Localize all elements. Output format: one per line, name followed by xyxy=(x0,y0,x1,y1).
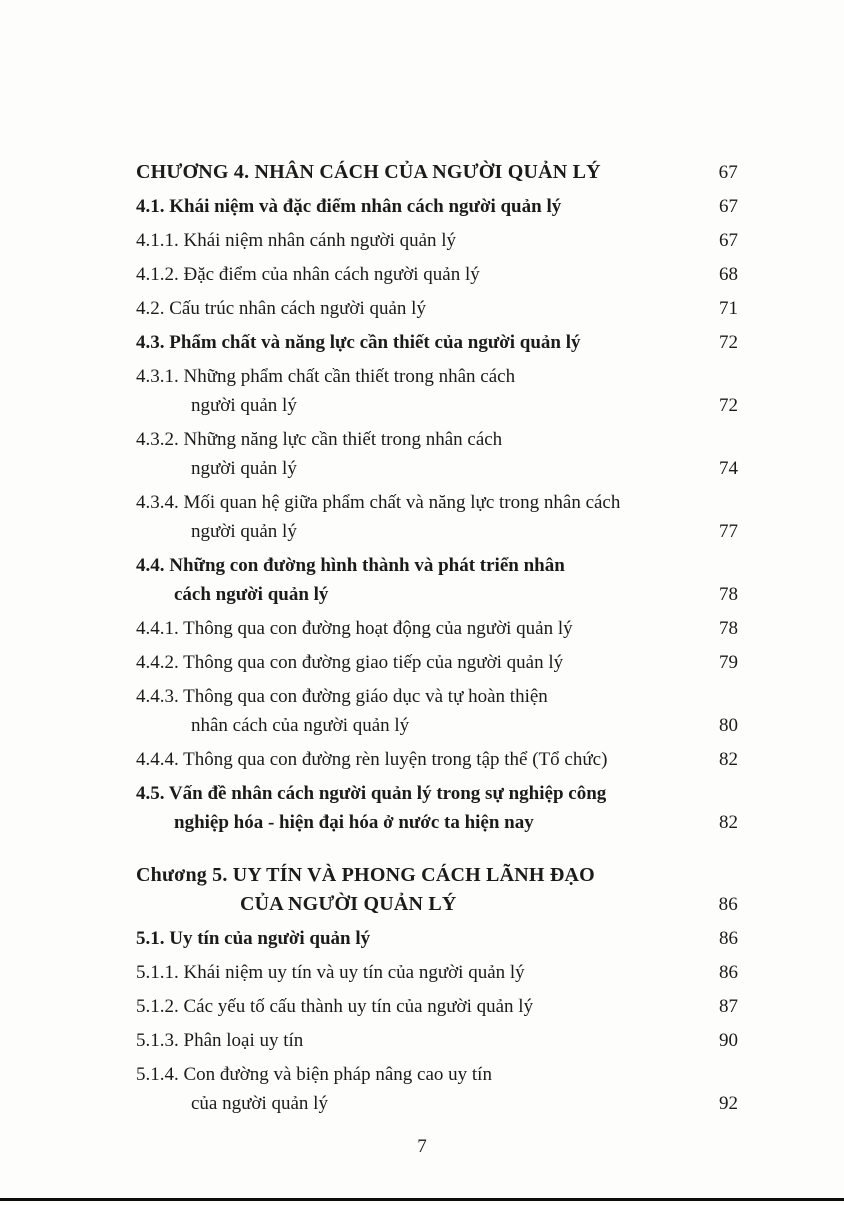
toc-entry xyxy=(136,1060,738,1118)
toc-entry-title xyxy=(136,779,690,837)
toc-entry xyxy=(136,779,738,837)
toc-entry-page-number: 86 xyxy=(719,928,738,949)
toc-entry-line: 4.4.2. Thông qua con đường giao tiếp của người quản lý xyxy=(136,652,564,673)
toc-entry-line: nhân cách của người quản lý xyxy=(191,715,410,736)
toc-entry-page-number: 80 xyxy=(719,715,738,736)
toc-entry-title xyxy=(136,226,690,255)
toc-entry xyxy=(136,226,738,255)
toc-entry-page-number: 72 xyxy=(719,395,738,416)
page-number: 7 xyxy=(417,1136,427,1157)
toc-entry xyxy=(136,328,738,357)
toc-entry xyxy=(136,924,738,953)
toc-entry-line: 4.2. Cấu trúc nhân cách người quản lý xyxy=(136,298,426,319)
toc-entry xyxy=(136,551,738,609)
toc-entry xyxy=(136,488,738,546)
toc-entry-page-number: 90 xyxy=(719,1030,738,1051)
toc-entry-page-number: 79 xyxy=(719,652,738,673)
toc-entry xyxy=(136,294,738,323)
toc-entry-title xyxy=(136,682,690,740)
toc-entry-title xyxy=(136,1026,690,1055)
toc-entry-title xyxy=(136,861,690,919)
scan-edge-artifact xyxy=(0,1198,844,1201)
toc-entry-line: người quản lý xyxy=(191,395,297,416)
toc-entry-page-number: 74 xyxy=(719,458,738,479)
toc-entry xyxy=(136,1026,738,1055)
toc-entry-line: 5.1.1. Khái niệm uy tín và uy tín của người quản lý xyxy=(136,962,525,983)
toc-entry-line: 4.4. Những con đường hình thành và phát triển nhân xyxy=(136,555,565,576)
toc-entry-line: 4.3.4. Mối quan hệ giữa phẩm chất và năng lực trong nhân cách xyxy=(136,492,621,513)
toc-entry-line: của người quản lý xyxy=(191,1093,328,1114)
toc-entry xyxy=(136,158,738,187)
toc-entry-title xyxy=(136,362,690,420)
toc-entry-line: người quản lý xyxy=(191,521,297,542)
toc-entry-page-number: 72 xyxy=(719,332,738,353)
toc-entry xyxy=(136,861,738,919)
toc-entry-title xyxy=(136,745,690,774)
toc-entry xyxy=(136,682,738,740)
toc-entry-title xyxy=(136,260,690,289)
toc-entry-line: CHƯƠNG 4. NHÂN CÁCH CỦA NGƯỜI QUẢN LÝ xyxy=(136,161,601,183)
toc-entry-page-number: 92 xyxy=(719,1093,738,1114)
toc-entry xyxy=(136,992,738,1021)
toc-entry-line: Chương 5. UY TÍN VÀ PHONG CÁCH LÃNH ĐẠO xyxy=(136,864,595,886)
toc-entry-page-number: 67 xyxy=(719,230,738,251)
toc-entry-title xyxy=(136,551,690,609)
toc-entry xyxy=(136,192,738,221)
toc-entry-page-number: 67 xyxy=(719,196,738,217)
toc-entry-page-number: 86 xyxy=(718,894,738,915)
toc-entry-line: nghiệp hóa - hiện đại hóa ở nước ta hiện nay xyxy=(174,812,534,833)
toc-entry xyxy=(136,362,738,420)
toc-entry xyxy=(136,425,738,483)
toc-entry-title xyxy=(136,1060,690,1118)
toc-entry-title xyxy=(136,294,690,323)
toc-entry-title xyxy=(136,958,690,987)
toc-entry-title xyxy=(136,488,690,546)
toc-entry xyxy=(136,745,738,774)
toc-entry-line: 5.1. Uy tín của người quản lý xyxy=(136,928,371,949)
toc-entry-page-number: 77 xyxy=(719,521,738,542)
toc-entry-line: 4.3.1. Những phẩm chất cần thiết trong nhân cách xyxy=(136,366,516,387)
toc-entry-page-number: 71 xyxy=(719,298,738,319)
toc-entry-page-number: 78 xyxy=(719,584,738,605)
toc-entry xyxy=(136,260,738,289)
toc-entry-line: 4.1. Khái niệm và đặc điểm nhân cách người quản lý xyxy=(136,196,562,217)
toc-entry-title xyxy=(136,425,690,483)
toc-entry-page-number: 82 xyxy=(719,812,738,833)
toc-entry-line: 4.4.4. Thông qua con đường rèn luyện trong tập thể (Tổ chức) xyxy=(136,749,608,770)
toc-entry-title xyxy=(136,328,690,357)
toc-entry-line: 5.1.3. Phân loại uy tín xyxy=(136,1030,304,1051)
toc-entry-line: 4.1.1. Khái niệm nhân cánh người quản lý xyxy=(136,230,457,251)
toc-entry-page-number: 82 xyxy=(719,749,738,770)
table-of-contents xyxy=(136,158,738,1123)
toc-entry-title xyxy=(136,924,690,953)
toc-entry-title xyxy=(136,648,690,677)
toc-entry-line: 4.1.2. Đặc điểm của nhân cách người quản lý xyxy=(136,264,480,285)
toc-entry-page-number: 78 xyxy=(719,618,738,639)
page-footer xyxy=(0,1136,844,1158)
toc-entry-page-number: 67 xyxy=(718,162,738,183)
toc-entry-line: 4.5. Vấn đề nhân cách người quản lý trong sự nghiệp công xyxy=(136,783,607,804)
toc-entry-line: người quản lý xyxy=(191,458,297,479)
toc-entry-line: 4.4.1. Thông qua con đường hoạt động của người quản lý xyxy=(136,618,573,639)
toc-entry-page-number: 87 xyxy=(719,996,738,1017)
toc-entry-page-number: 68 xyxy=(719,264,738,285)
toc-entry-line: 4.4.3. Thông qua con đường giáo dục và tự hoàn thiện xyxy=(136,686,548,707)
toc-entry-line: cách người quản lý xyxy=(174,584,329,605)
toc-entry xyxy=(136,958,738,987)
toc-entry-line: CỦA NGƯỜI QUẢN LÝ xyxy=(240,893,457,915)
toc-entry-line: 4.3. Phẩm chất và năng lực cần thiết của người quản lý xyxy=(136,332,581,353)
toc-entry-title xyxy=(136,158,690,187)
toc-entry-title xyxy=(136,614,690,643)
toc-entry-line: 5.1.2. Các yếu tố cấu thành uy tín của người quản lý xyxy=(136,996,534,1017)
toc-entry-title xyxy=(136,992,690,1021)
toc-entry-page-number: 86 xyxy=(719,962,738,983)
toc-entry-line: 4.3.2. Những năng lực cần thiết trong nhân cách xyxy=(136,429,503,450)
toc-entry xyxy=(136,614,738,643)
toc-entry xyxy=(136,648,738,677)
toc-entry-line: 5.1.4. Con đường và biện pháp nâng cao uy tín xyxy=(136,1064,492,1085)
toc-entry-title xyxy=(136,192,690,221)
